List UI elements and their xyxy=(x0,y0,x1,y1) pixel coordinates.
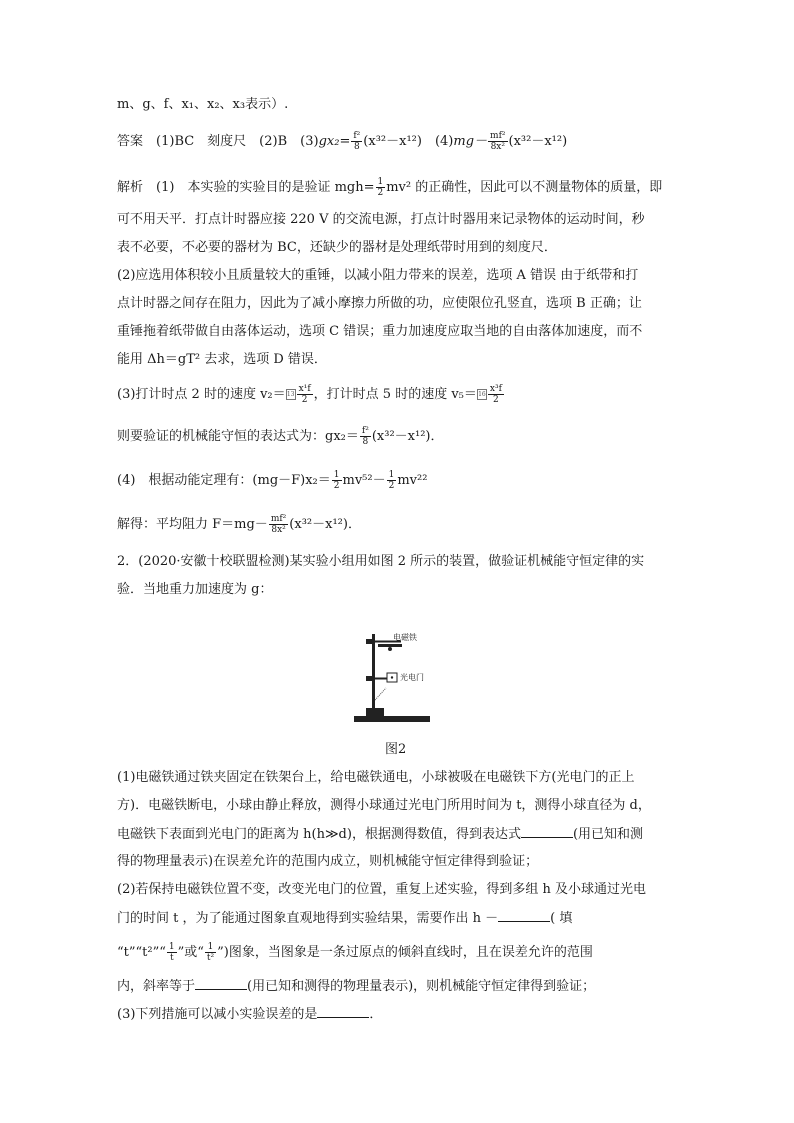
photogate-label: 光电门 xyxy=(400,673,424,682)
q2-part3-line: (3)下列措施可以减小实验误差的是 ． xyxy=(117,1004,382,1025)
question-2-line-2: 验．当地重力加速度为 g： xyxy=(117,582,273,597)
analysis-line-2: 可不用天平．打点计时器应接 220 V 的交流电源，打点计时器用来记录物体的运动时间，秒 xyxy=(117,212,645,227)
analysis-line-5: 点计时器之间存在阻力，因此为了减小摩擦力所做的功，应使限位孔竖直，选项 B 正确；让 xyxy=(117,296,642,311)
q2-part1-line-2: 方)．电磁铁断电，小球由静止释放，测得小球通过光电门所用时间为 t，测得小球直径为 d， xyxy=(117,798,651,813)
q2-part1-line-1: (1)电磁铁通过铁夹固定在铁架台上，给电磁铁通电，小球被吸在电磁铁下方(光电门的正上 xyxy=(117,770,635,785)
analysis-line-1: 解析 (1) 本实验的实验目的是验证 mgh= $\frac{1}{2}$ mv² 的正确性，因此可以不测量物体的质量，即 xyxy=(117,177,663,198)
fraction: $\frac{\text{mf²}}{\text{8x²}}$ xyxy=(270,514,287,535)
lower-clamp xyxy=(366,676,375,681)
stand-pole xyxy=(372,634,375,710)
support-brace xyxy=(375,688,386,700)
fraction: $\frac{1}{2}$ xyxy=(388,470,395,491)
analysis-line-9: 则要验证的机械能守恒的表达式为：gx₂＝ $\frac{\text{f²}}{8}$ (x³²－x¹²)． xyxy=(117,426,444,447)
apparatus-figure xyxy=(352,632,432,727)
fraction: $\frac{\text{f²}}{8}$ xyxy=(361,426,369,447)
answer-blank[interactable] xyxy=(521,824,573,838)
answer-label: 答案 xyxy=(117,134,144,149)
answer-blank[interactable] xyxy=(195,976,247,990)
figure-caption: 图2 xyxy=(385,742,407,757)
upper-clamp xyxy=(366,639,375,644)
question-2-line-1: 2．(2020·安徽十校联盟检测)某实验小组用如图 2 所示的装置，做验证机械能守恒定律的实 xyxy=(117,554,645,569)
answer-blank[interactable] xyxy=(317,1004,369,1018)
analysis-line-7: 能用 Δh＝gT² 去求，选项 D 错误． xyxy=(117,352,327,367)
q2-part2-line-4: 内，斜率等于 (用已知和测得的物理量表示)，则机械能守恒定律得到验证； xyxy=(117,976,595,997)
q2-part2-line-3: “t”“t²”“ $\frac{1}{t}$ ”或“ $\frac{1}{\text{t²}}$ ”)图象，当图象是一条过原点的倾斜直线时，且在误差允许的范围 xyxy=(117,942,593,963)
fraction: $\frac{\text{x¹f}}{2}$ xyxy=(298,384,311,405)
lower-arm xyxy=(375,678,387,680)
analysis-line-8: (3)打计时点 2 时的速度 v₂＝13 $\frac{\text{x¹f}}{2}$ ，打计时点 5 时的速度 v₅＝16 $\frac{\text{x³f}}{2}$ xyxy=(117,384,502,405)
analysis-line-11: 解得：平均阻力 F＝mg－ $\frac{\text{mf²}}{\text{8x²}}$ (x³²－x¹²)． xyxy=(117,514,361,535)
stand-base xyxy=(354,716,430,722)
q2-part1-line-4: 得的物理量表示)在误差允许的范围内成立，则机械能守恒定律得到验证； xyxy=(117,854,539,869)
ball xyxy=(388,647,392,651)
analysis-label: 解析 xyxy=(117,180,144,195)
electromagnet-label: 电磁铁 xyxy=(393,633,417,642)
fraction: $\frac{\text{x³f}}{2}$ xyxy=(489,384,502,405)
analysis-line-10: (4) 根据动能定理有：(mg－F)x₂＝ $\frac{1}{2}$ mv⁵²－ $\frac{1}{2}$ mv²² xyxy=(117,470,428,491)
photogate-dot xyxy=(391,676,393,678)
analysis-line-4: (2)应选用体积较小且质量较大的重锤，以减小阻力带来的误差，选项 A 错误 由于纸带和打 xyxy=(117,268,639,283)
placeholder-box: 13 xyxy=(286,391,295,398)
prev-question-tail: m、g、f、x₁、x₂、x₃表示）. xyxy=(117,97,289,112)
fraction: $\frac{1}{\text{t²}}$ xyxy=(206,942,215,963)
electromagnet xyxy=(378,644,402,647)
analysis-line-6: 重锤拖着纸带做自由落体运动，选项 C 错误；重力加速度应取当地的自由落体加速度，而不 xyxy=(117,324,643,339)
fraction: $\frac{\text{mf²}}{\text{8x²}}$ xyxy=(490,131,506,152)
fraction: $\frac{\text{f²}}{8}$ xyxy=(353,131,361,152)
answer-blank[interactable] xyxy=(498,908,550,922)
q2-part2-line-1: (2)若保持电磁铁位置不变，改变光电门的位置，重复上述实验，得到多组 h 及小球通过光电 xyxy=(117,882,647,897)
placeholder-box: 16 xyxy=(478,391,486,398)
answer-line: 答案 (1)BC 刻度尺 (2)B (3)gx₂= $\frac{\text{f²}}{8}$ (x³²－x¹²) (4)mg－ $\frac{\text{mf²}}{\text{8x²}}$ (x³²－x¹²) xyxy=(117,131,568,152)
fraction: $\frac{1}{2}$ xyxy=(377,177,384,198)
q2-part2-line-2: 门的时间 t ，为了能通过图象直观地得到实验结果，需要作出 h － ( 填 xyxy=(117,908,572,929)
q2-part1-line-3: 电磁铁下表面到光电门的距离为 h(h≫d)，根据测得数值，得到表达式 (用已知和测 xyxy=(117,824,643,845)
analysis-line-3: 表不必要，不必要的器材为 BC，还缺少的器材是处理纸带时用到的刻度尺． xyxy=(117,240,557,255)
fraction: $\frac{1}{t}$ xyxy=(168,942,175,963)
fraction: $\frac{1}{2}$ xyxy=(333,470,340,491)
